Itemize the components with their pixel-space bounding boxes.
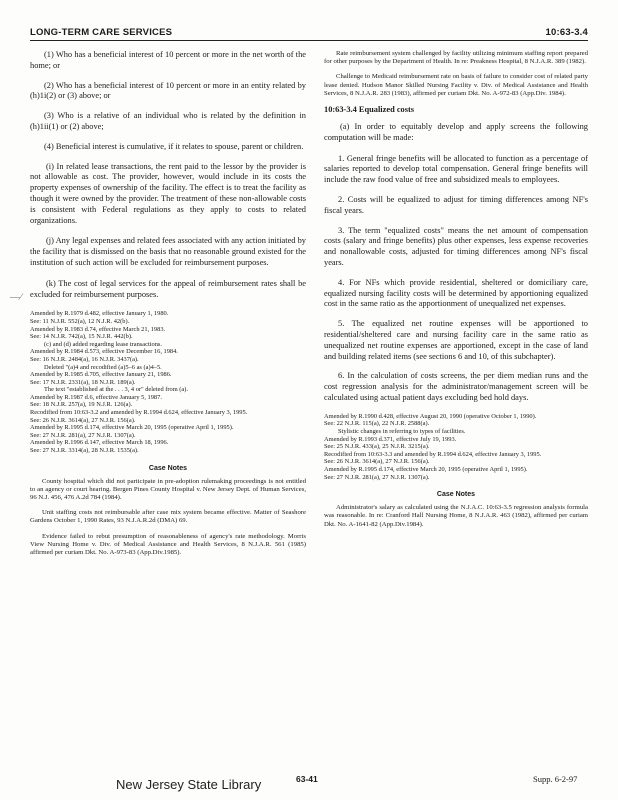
- header-rule: [30, 40, 588, 41]
- case-note: Administrator's salary as calculated using the N.J.A.C. 10:63-3.5 regression analysis formula was reasonable. In re: Cranford Hall Nursing Home, 8 N.J.A.R. 463 (1982), affirmed per curiam Dkt. No. A-1641-82 (App.Div.1984).: [324, 504, 588, 528]
- amend-line: See: 14 N.J.R. 742(a), 15 N.J.R. 442(b).: [30, 333, 133, 341]
- amend-line: See: 11 N.J.R. 552(a), 12 N.J.R. 42(b).: [30, 317, 130, 325]
- para-j: (j) Any legal expenses and related fees associated with any action initiated by the facility that is dismissed on the basis that no reasonable ground existed for the institution of such action will be excluded for reimbursement purposes.: [30, 236, 306, 267]
- case-note: Rate reimbursement system challenged by facility utilizing minimum staffing report prepared for other purposes by the Department of Health. In re: Preakness Hospital, 8 N.J.A.R. 389 (1982).: [324, 50, 588, 66]
- amend-line: See: 18 N.J.R. 257(a), 19 N.J.R. 126(a).: [30, 401, 133, 409]
- amend-line: See: 26 N.J.R. 3614(a), 27 N.J.R. 156(a).: [324, 458, 430, 466]
- margin-mark: —∕: [10, 292, 22, 303]
- amend-line: See: 22 N.J.R. 115(a), 22 N.J.R. 2588(a).: [324, 420, 430, 428]
- amend-line: (c) and (d) added regarding lease transactions.: [44, 340, 162, 348]
- item-4: (4) Beneficial interest is cumulative, if it relates to spouse, parent or children.: [44, 141, 304, 151]
- amend-line: Recodified from 10:63-3.3 and amended by R.1994 d.624, effective January 3, 1995.: [324, 450, 542, 458]
- right-column: [324, 50, 588, 536]
- item-6: 6. In the calculation of costs screens, the per diem median runs and the cost regression analysis for the administrator/management screen will be calculated using actual patient days excluding bed hold days.: [324, 371, 588, 402]
- item-4: 4. For NFs which provide residential, sheltered or domiciliary care, equalized nursing facility costs will be determined by apportioning equalized cost in the same ratio as the apportionment of unequalized net expenses.: [324, 277, 588, 309]
- case-notes-heading: Case Notes: [436, 491, 476, 499]
- item-1: (1) Who has a beneficial interest of 10 percent or more in the net worth of the home; or: [30, 50, 306, 70]
- amend-line: Amended by R.1990 d.428, effective August 20, 1990 (operative October 1, 1990).: [324, 412, 537, 420]
- library-stamp: New Jersey State Library: [116, 777, 262, 792]
- case-note: Unit staffing costs not reimbursable after case mix system became effective. Matter of Seashore Gardens October 1, 1990 Rates, 93 N.J.A.R.2d (DMA) 69.: [30, 509, 306, 525]
- amend-line: See: 26 N.J.R. 3614(a), 27 N.J.R. 156(a).: [30, 416, 136, 424]
- item-2: (2) Who has a beneficial interest of 10 percent or more in an entity related by (h)1i(2) or (3) above; or: [30, 80, 306, 101]
- amendment-history: [324, 413, 588, 481]
- section-title: 10:63-3.4 Equalized costs: [324, 105, 415, 115]
- amend-line: Amended by R.1984 d.573, effective December 16, 1984.: [30, 348, 178, 356]
- amend-line: Amended by R.1983 d.74, effective March 21, 1983.: [30, 325, 166, 333]
- supplement-date: Supp. 6-2-97: [533, 774, 578, 784]
- amend-line: Amended by R.1996 d.147, effective March 18, 1996.: [30, 439, 169, 447]
- amend-line: Amended by R.1993 d.371, effective July 19, 1993.: [324, 435, 457, 443]
- left-column: [30, 50, 306, 564]
- amend-line: See: 16 N.J.R. 2484(a), 16 N.J.R. 3437(a).: [30, 355, 139, 363]
- amend-line: See: 27 N.J.R. 3314(a), 28 N.J.R. 1535(a).: [30, 447, 139, 455]
- item-5: 5. The equalized net routine expenses will be apportioned to residential/sheltered care and nursing facility care in the same ratio as unequalized net routine expenses are apportioned, except in the case of land and building related items (see sections 6 and 10, of this subchapter).: [324, 319, 588, 361]
- amend-line: Amended by R.1985 d.705, effective January 21, 1986.: [30, 371, 172, 379]
- amend-line: The text "established at the . . . 3, 4 or" deleted from (a).: [44, 386, 188, 394]
- running-header: [30, 27, 588, 38]
- amend-line: Deleted "(a)4 and recodified (a)5–6 as (a)4–5.: [44, 363, 162, 371]
- amend-line: Amended by R.1979 d.482, effective January 1, 1980.: [30, 310, 169, 318]
- item-3: (3) Who is a relative of an individual who is related by the definition in (h)1ii(1) or (2) above;: [30, 111, 306, 131]
- amend-line: Stylistic changes in referring to types of facilities.: [338, 427, 466, 435]
- amend-line: See: 27 N.J.R. 281(a), 27 N.J.R. 1307(a).: [324, 473, 430, 481]
- amend-line: Amended by R.1995 d.174, effective March 20, 1995 (operative April 1, 1995).: [30, 424, 234, 432]
- page-number: 63-41: [296, 774, 318, 784]
- item-3: 3. The term "equalized costs" means the net amount of compensation costs (salary and fringe benefits) plus other expenses, less expense recoveries and nonallowable costs, adjusted for timing differences among NF's fiscal years.: [324, 225, 588, 267]
- amend-line: See: 27 N.J.R. 281(a), 27 N.J.R. 1307(a).: [30, 431, 136, 439]
- case-note: County hospital which did not participate in pre-adoption rulemaking proceedings is not entitled to an agency or court hearing. Bergen Pines County Hospital v. New Jersey Dept. of Human Services, 96 N.J. 456, 476 A.2d 784 (1984).: [30, 477, 306, 502]
- section-intro: (a) In order to equitably develop and apply screens the following computation will be made:: [324, 122, 588, 142]
- para-i: (i) In related lease transactions, the rent paid to the lessor by the provider is not allowable as cost. The provider, however, would include in its costs the property expenses of ownership of the facility. The effect is to treat the facility as though it were owned by the provider. The treatment of these non-allowable costs is consistent with Federal regulations as they apply to costs to related organizations.: [30, 161, 306, 225]
- case-note: Challenge to Medicaid reimbursement rate on basis of failure to consider cost of related party lease denied. Hudson Manor Skilled Nursing Facility v. Div. of Medical Assistance and Health Services, 8 N.J.A.R. 283 (1983), affirmed per curiam Dkt. No. A-972-83 (App.Div. 1984).: [324, 73, 588, 97]
- amend-line: See: 17 N.J.R. 2331(a), 18 N.J.R. 189(a).: [30, 378, 136, 386]
- header-section: 10:63-3.4: [545, 27, 588, 38]
- item-1: 1. General fringe benefits will be allocated to function as a percentage of salaries reported to develop total compensation. General fringe benefits will include the raw food value of free and subsidized meals to employees.: [324, 153, 588, 185]
- para-k: (k) The cost of legal services for the appeal of reimbursement rates shall be excluded for reimbursement purposes.: [30, 278, 306, 299]
- header-title: LONG-TERM CARE SERVICES: [30, 27, 173, 38]
- case-note: Evidence failed to rebut presumption of reasonableness of agency's rate methodology. Morris View Nursing Home v. Div. of Medical Assistance and Health Services, 8 N.J.A.R. 561 (1985) affirmed per curiam Dkt. No. A-973-83 (App.Div.1985).: [30, 532, 306, 557]
- amend-line: Amended by R.1995 d.174, effective March 20, 1995 (operative April 1, 1995).: [324, 465, 528, 473]
- amend-line: Recodified from 10:63-3.2 and amended by R.1994 d.624, effective January 3, 1995.: [30, 409, 248, 417]
- amend-line: See: 25 N.J.R. 433(a), 25 N.J.R. 3215(a).: [324, 443, 430, 451]
- amend-line: Amended by R.1987 d.6, effective January 5, 1987.: [30, 393, 162, 401]
- amendment-history: [30, 310, 306, 454]
- case-notes-heading: Case Notes: [148, 464, 188, 472]
- item-2: 2. Costs will be equalized to adjust for timing differences among NF's fiscal years.: [324, 195, 588, 215]
